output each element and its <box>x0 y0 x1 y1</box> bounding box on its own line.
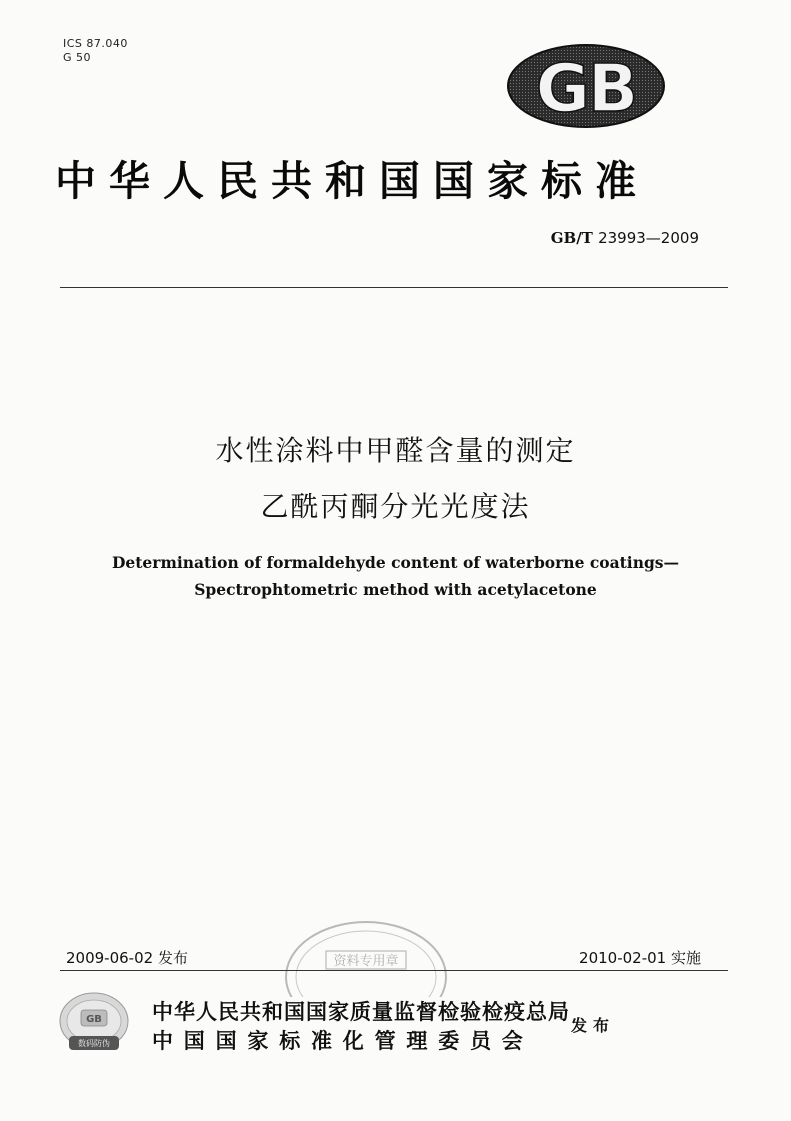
classification-codes <box>63 37 128 65</box>
gb-logo-icon <box>506 43 666 129</box>
ccs-code: G 50 <box>63 51 92 64</box>
seal-text: 数码防伪 <box>78 1039 110 1048</box>
standard-code-number: 23993—2009 <box>598 229 699 247</box>
svg-text:GB: GB <box>86 1014 102 1025</box>
issuer-line-2: 中国国家标准化管理委员会 <box>152 1029 534 1053</box>
bottom-divider <box>60 970 728 971</box>
standard-code-prefix: GB/T <box>550 229 593 247</box>
anti-counterfeit-seal-icon <box>55 990 133 1056</box>
top-divider <box>60 287 728 288</box>
stamp-text: 资料专用章 <box>333 954 399 969</box>
issuer-line-1: 中华人民共和国国家质量监督检验检疫总局 <box>152 1000 570 1024</box>
ics-code: ICS 87.040 <box>63 37 128 50</box>
publish-label: 发布 <box>571 1016 616 1035</box>
chinese-title-line-1: 水性涂料中甲醛含量的测定 <box>215 434 576 467</box>
standard-code <box>551 229 699 247</box>
chinese-title-line-2: 乙酰丙酮分光光度法 <box>260 490 531 523</box>
national-standard-title: 中华人民共和国国家标准 <box>55 157 649 205</box>
english-title-line-1: Determination of formaldehyde content of waterborne coatings— <box>111 553 680 572</box>
issue-date: 2009-06-02 发布 <box>66 949 188 967</box>
document-stamp-icon <box>282 917 450 997</box>
implementation-date: 2010-02-01 实施 <box>579 949 701 967</box>
english-title-line-2: Spectrophtometric method with acetylacetone <box>194 580 597 599</box>
gb-logo-text: GB <box>535 50 637 127</box>
